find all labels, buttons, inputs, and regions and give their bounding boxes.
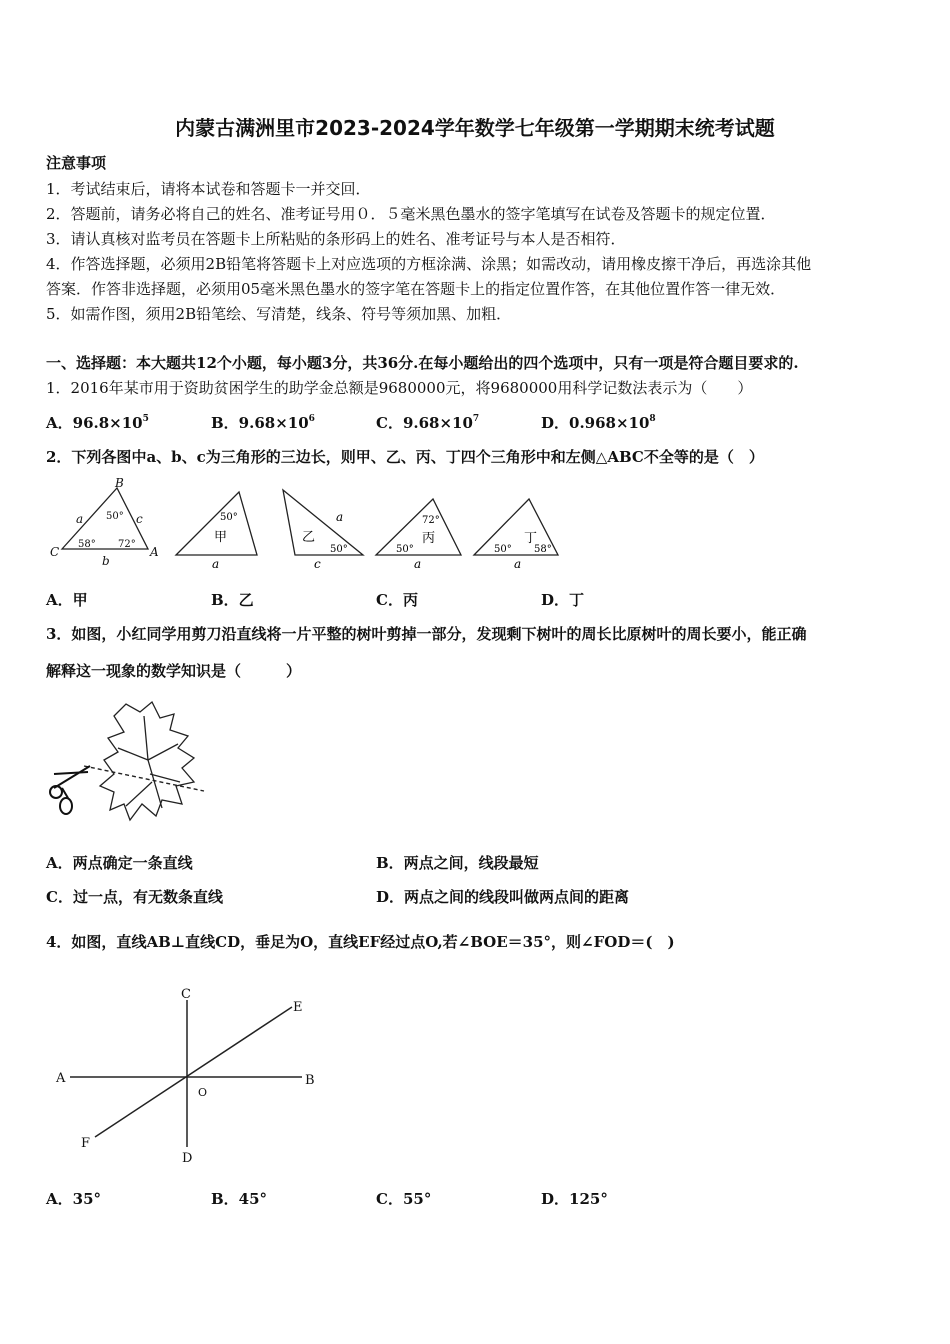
q3-option-d[interactable]: D．两点之间的线段叫做两点间的距离: [376, 888, 630, 906]
note-item: 答案．作答非选择题，必须用05毫米黑色墨水的签字笔在答题卡上的指定位置作答，在其他位置作答一律无效．: [46, 280, 786, 298]
yi-angle-label: 50°: [330, 544, 348, 555]
ding-angle1-label: 50°: [494, 544, 512, 555]
triangles-figure: [40, 474, 570, 574]
vertex-c-label: C: [50, 545, 60, 559]
yi-side-a-label: a: [336, 510, 344, 524]
vertex-a-label: A: [150, 545, 159, 559]
question-4-text: 4．如图，直线AB⊥直线CD，垂足为O，直线EF经过点O,若∠BOE＝35°，则∠FOD＝( ): [46, 933, 675, 951]
question-3-text: 3．如图，小红同学用剪刀沿直线将一片平整的树叶剪掉一部分，发现剩下树叶的周长比原树叶的周长要小，能正确: [46, 625, 807, 643]
point-f-label: F: [81, 1136, 91, 1151]
bing-angle1-label: 72°: [422, 515, 440, 526]
triangle-jia: [176, 492, 257, 555]
yi-name: 乙: [302, 530, 316, 545]
angle-b-label: 50°: [106, 511, 124, 522]
q4-option-d[interactable]: D．125°: [541, 1190, 608, 1208]
q1-option-a[interactable]: A．$96.8\times 10^5$: [46, 414, 149, 432]
bing-angle2-label: 50°: [396, 544, 414, 555]
triangle-bing: [376, 499, 461, 555]
question-2-text: 2．下列各图中a、b、c为三角形的三边长，则甲、乙、丙、丁四个三角形中和左侧△ABC不全等的是（ ）: [46, 448, 764, 466]
note-item: 5．如需作图，须用2B铅笔绘、写清楚，线条、符号等须加黑、加粗．: [46, 305, 512, 323]
jia-side-label: a: [212, 557, 220, 571]
note-item: 4．作答选择题，必须用2B铅笔将答题卡上对应选项的方框涂满、涂黑；如需改动，请用橡皮擦干净后，再选涂其他: [46, 255, 812, 273]
jia-angle-label: 50°: [220, 512, 238, 523]
point-o-label: O: [198, 1086, 208, 1099]
q3-option-c[interactable]: C．过一点，有无数条直线: [46, 888, 223, 906]
bing-name: 丙: [422, 531, 436, 546]
point-c-label: C: [181, 987, 191, 1002]
point-e-label: E: [293, 1000, 303, 1015]
q4-option-a[interactable]: A．35°: [46, 1190, 102, 1208]
vertex-b-label: B: [115, 476, 124, 490]
point-b-label: B: [305, 1073, 315, 1088]
note-item: 2．答题前，请务必将自己的姓名、准考证号用０．５毫米黑色墨水的签字笔填写在试卷及答题卡的规定位置．: [46, 205, 776, 223]
scissors-icon: [50, 766, 90, 814]
note-item: 3．请认真核对监考员在答题卡上所粘贴的条形码上的姓名、准考证号与本人是否相符．: [46, 230, 626, 248]
q2-option-c[interactable]: C．丙: [376, 591, 418, 609]
ding-side-label: a: [514, 557, 522, 571]
q4-option-c[interactable]: C．55°: [376, 1190, 432, 1208]
point-d-label: D: [182, 1151, 193, 1166]
lines-figure: [50, 980, 330, 1170]
q2-option-d[interactable]: D．丁: [541, 591, 585, 609]
ding-name: 丁: [524, 531, 538, 546]
side-a-label: a: [76, 512, 84, 526]
question-1-text: 1．2016年某市用于资助贫困学生的助学金总额是9680000元，将9680000用科学记数法表示为（ ）: [46, 379, 753, 397]
leaf-scissors-figure: [44, 696, 224, 831]
notes-heading: 注意事项: [46, 154, 107, 172]
point-a-label: A: [56, 1071, 66, 1086]
side-c-label: c: [136, 512, 143, 526]
note-item: 1．考试结束后，请将本试卷和答题卡一并交回．: [46, 180, 371, 198]
side-b-label: b: [102, 554, 110, 568]
q2-option-a[interactable]: A．甲: [46, 591, 88, 609]
q3-option-b[interactable]: B．两点之间，线段最短: [376, 854, 539, 872]
angle-a-label: 72°: [118, 539, 136, 550]
q1-option-b[interactable]: B．$9.68\times 10^6$: [211, 414, 315, 432]
leaf-icon: [100, 702, 194, 820]
page-title: 内蒙古满洲里市2023-2024学年数学七年级第一学期期末统考试题: [175, 116, 775, 140]
line-ef: [95, 1007, 292, 1137]
angle-c-label: 58°: [78, 539, 96, 550]
ding-angle2-label: 58°: [534, 544, 552, 555]
q2-option-b[interactable]: B．乙: [211, 591, 254, 609]
question-3-text-cont: 解释这一现象的数学知识是（ ）: [46, 662, 302, 680]
bing-side-label: a: [414, 557, 422, 571]
q1-option-d[interactable]: D．$0.968\times 10^8$: [541, 414, 656, 432]
q4-option-b[interactable]: B．45°: [211, 1190, 268, 1208]
jia-name: 甲: [214, 530, 228, 545]
yi-side-c-label: c: [314, 557, 321, 571]
q1-option-c[interactable]: C．$9.68\times 10^7$: [376, 414, 480, 432]
section-heading: 一、选择题：本大题共12个小题，每小题3分，共36分.在每小题给出的四个选项中，只有一项是符合题目要求的.: [46, 354, 799, 372]
triangle-yi: [283, 490, 363, 555]
q3-option-a[interactable]: A．两点确定一条直线: [46, 854, 193, 872]
